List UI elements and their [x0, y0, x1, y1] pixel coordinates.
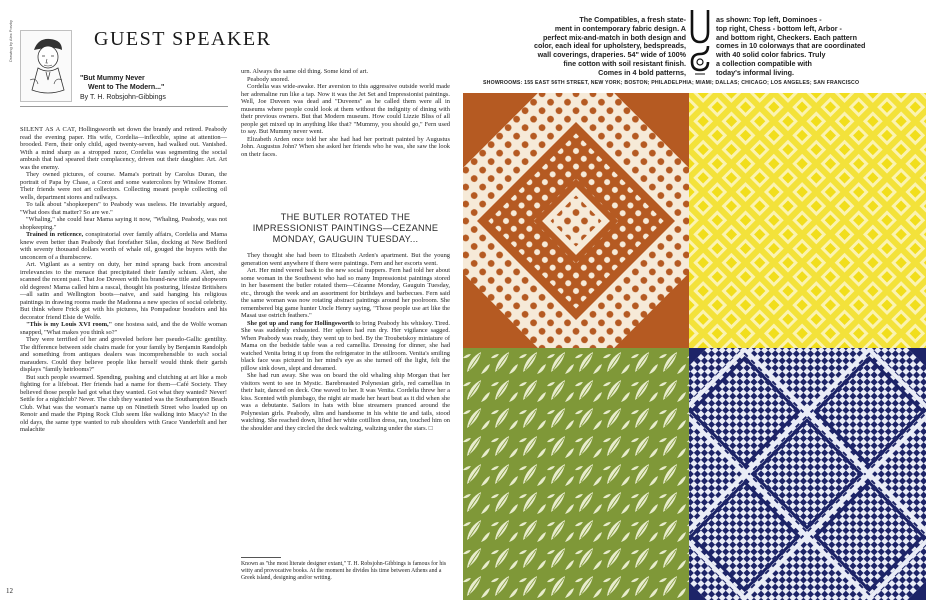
schumacher-logo	[689, 8, 711, 78]
paragraph-text: Peabody snored.	[247, 75, 290, 83]
section-title: GUEST SPEAKER	[94, 28, 272, 50]
title-rule	[20, 106, 228, 107]
paragraph-text: To talk about "shopkeepers" to Peabody was useless. He invariably argued, "What does that matter? So are we."	[20, 201, 227, 216]
swatch-arbor	[463, 348, 689, 600]
paragraph	[20, 261, 227, 321]
page-number: 12	[6, 587, 13, 595]
paragraph	[20, 336, 227, 374]
pull-quote: THE BUTLER ROTATED THE IMPRESSIONIST PAINTINGS—CEZANNE MONDAY, GAUGUIN TUESDAY...	[252, 212, 439, 244]
paragraph-text: "Whaling," she could hear Mama saying it now, "Whaling, Peabody, was not shopkeeping."	[20, 216, 227, 231]
article-column-2-bottom	[241, 252, 450, 432]
byline: By T. H. Robsjohn-Gibbings	[80, 94, 166, 101]
paragraph-text: They were terrified of her and groveled before her pseudo-Gallic gentility. The difference between side chairs made for your family by Benjamin Randolph and something from antiques dealers was incomprehensible to such social marauders. Could they believe people like herself would think their garish displays "family heirlooms?"	[20, 336, 227, 373]
paragraph	[241, 83, 450, 136]
author-note: Known as "the most literate designer extant," T. H. Robsjohn-Gibbings is famous for his witty and provocative books. At the moment he divides his time between Athens and a Greek island, designing and/or writing.	[241, 561, 447, 581]
showrooms-line: SHOWROOMS: 155 EAST 56TH STREET, NEW YORK; BOSTON; PHILADELPHIA; MIAMI; DALLAS; CHICAGO; LOS ANGELES; SAN FRANCISCO	[483, 80, 860, 86]
paragraph-text: Art. Her mind veered back to the new social trappers. Fern had told her about some woman in the Southwest who had so many Impressionist paintings stored in her basement the butler rotated them—Cézanne Monday, Gauguin Tuesday, etc., through the week and an assortment for birthdays and barbecues. Fern said the same woman was now rotating abstract paintings around her poolroom. She remembered big game hunter Uncle Henry saying, "Those people use art like the Masai use ostrich feathers."	[241, 267, 450, 319]
paragraph-text: one hostess said, and the de Wolfe woman snapped, "What makes you think so?"	[20, 321, 227, 336]
article-column-2-top	[241, 68, 450, 158]
article-kicker: "But Mummy Never Went to The Modern..."	[80, 75, 165, 91]
swatch-chess	[689, 93, 926, 348]
paragraph-text: urn. Always the same old thing. Some kind of art.	[241, 68, 369, 75]
paragraph	[241, 252, 450, 267]
paragraph	[20, 171, 227, 201]
paragraph	[20, 321, 227, 336]
ad-copy-left: The Compatibles, a fresh state- ment in contemporary fabric design. A perfect mix-and-match in both design and color, each ideal for upholstery, bedspreads, wall coverings, draperies. 54" wide of 100% fine cotton with soil resistant finish. Comes in 4 bold patterns,	[533, 15, 686, 77]
paragraph-text: But such people swarmed. Spending, pushing and clutching at art like a mob fighting for a lifeboat. Her friends had a name for them—Café Society. They believed those people had got what they wanted. Got what they wanted? Never! Settle for a nightclub? Never. The club they wanted was the Southampton Beach Club. What was the woman's name up on Ninetieth Street who loaded up on Renoir and made the Piping Rock Club seem like walking into Macy's? In the old days, the same type wanted to rub shoulders with Grace Vanderbilt and her malachite	[20, 373, 227, 433]
paragraph-text: conspiratorial over family affairs, Cordelia and Mama knew even better than Peabody that forefather Silas, docking at New Bedford with seventy thousand dollars worth of whale oil, gouged the buyers with the unconcern of a thumbscrew.	[20, 231, 228, 261]
paragraph	[241, 372, 450, 432]
paragraph-text: Elizabeth Arden once told her she had had her portrait painted by Augustus John. Augustus John? When she asked her friends who he was, she saw the look on their faces.	[241, 135, 450, 158]
note-rule	[241, 557, 281, 558]
paragraph	[20, 374, 227, 434]
paragraph	[241, 267, 450, 320]
paragraph-text: to bring Peabody his whiskey. Tired. She was suddenly exhausted. Her spleen had run dry. Her vigilance sagged. When Peabody was ready, they went up to bed. By the Troubetskoy miniature of Mama on the bedside table was a red camellia. Dressing for dinner, she had watched Venita bring it up from the refrigerator in the stillroom. Venita's smiling black face was pictured in her mind's eye as she turned off the light, felt the pillow sink down, slept and dreamed.	[241, 319, 450, 372]
paragraph	[241, 68, 450, 76]
paragraph-text: Cordelia was wide-awake. Her aversion to this aggressive outside world made her adrenaline run like a tap. Now it was the Jet Set and Impressionist paintings. Well, Joe Duveen was dead and "Duveens" as he called them were all in museums where people could look at them without the indignity of dining with their previous owners. But that Modern museum. How could Lizzie Bliss of all people get mixed up in anything like that? "Mummy, you should go," Fern used to say. But Mummy never went.	[241, 83, 450, 135]
paragraph-lead: SILENT AS A CAT,	[20, 126, 77, 133]
paragraph-text: Art. Vigilant as a sentry on duty, her mind sprang back from ancestral irrelevancies to the menace that precipitated their family schism. Alert, she scanned the recent past. That Joe Duveen with his brand-new title and shopworn old degrees! Mama called him a rascal, thought his posturing, lifesize Britishers—all satin and Wellington boots—naive, and said hanging his religious paintings in drawing rooms made the Madonna a new species of social celebrity. But think where Frick got with his pictures, his Pompadour boudoirs and his decorator friend Elsie de Wolfe.	[20, 261, 227, 321]
swatch-dominoes	[463, 93, 689, 348]
paragraph-lead: "This is my Louis XVI room,"	[26, 321, 113, 328]
paragraph	[241, 320, 450, 373]
paragraph	[20, 201, 227, 216]
paragraph	[241, 76, 450, 84]
swatch-checkers	[689, 348, 926, 600]
article-column-1	[20, 126, 227, 434]
paragraph-lead: She got up and rang for Hollingsworth	[247, 319, 354, 327]
paragraph-text: They thought she had been to Elizabeth Arden's apartment. But the young generation went anywhere if there were paintings. Fern and her escorts went.	[241, 252, 450, 267]
paragraph	[20, 231, 227, 261]
paragraph	[241, 136, 450, 159]
paragraph-lead: Trained in reticence,	[26, 231, 84, 238]
photo-credit: Drawing by Alex Porzky	[8, 19, 13, 62]
paragraph-text: They owned pictures, of course. Mama's portrait by Carolus Duran, the portrait of Papa by Chase, a Corot and some watercolors by Winslow Homer. Their friends were not art collectors. Collecting meant people collecting oil wells, department stores and railways.	[20, 171, 227, 201]
paragraph-text: Hollingsworth set down the brandy and retired. Peabody read the evening paper. His wife, Cordelia—inflexible, spine at attention—brooded. Fern, their only child, aged twenty-seven, had walked out. Vanished. With a mind sharp as a stropped razor, Cordelia was segmenting the social ambush that had speared their complacency, driven out their daughter. Art. Art was the enemy.	[20, 126, 227, 171]
paragraph-text: She had run away. She was on board the old whaling ship Morgan that her visitors went to see in Mystic. Barebreasted Polynesian girls, red camellias in their hair, danced on deck. One waved to her. It was Venita. Cordelia threw her a kiss. Scented with plumbago, the night air made her heart beat as it did when she was a debutante. Sailors in hats with blue streamers pranced around the Polynesian girls. Peabody, slim and handsome in his white tie and tails, stood watching. She reached down, lifted her white cotillion dress, ran, touched him on the shoulder and they circled the deck waltzing, waltzing under the stars. □	[241, 372, 450, 432]
paragraph	[20, 216, 227, 231]
ad-copy-right: as shown: Top left, Dominoes - top right, Chess - bottom left, Arbor - and bottom right, Checkers. Each pattern comes in 10 colorways that are coordinated with 40 solid color fabrics. Truly a collection compatible with today's informal living.	[716, 15, 866, 77]
author-portrait	[20, 30, 72, 102]
paragraph	[20, 126, 227, 171]
